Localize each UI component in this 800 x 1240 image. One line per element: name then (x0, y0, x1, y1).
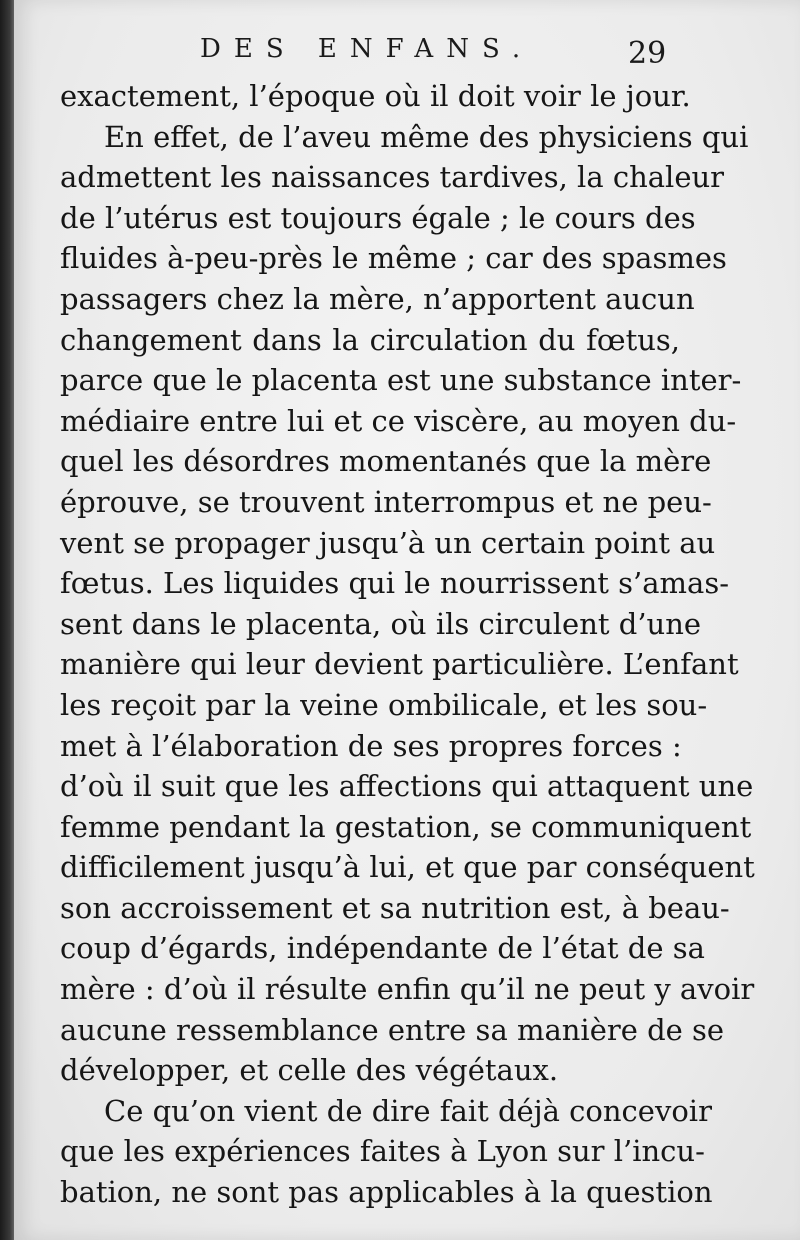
text-line: femme pendant la gestation, se communiquent (60, 809, 752, 844)
page-number: 29 (628, 36, 667, 71)
text-line: aucune ressemblance entre sa manière de se (60, 1012, 725, 1047)
text-line: parce que le placenta est une substance inter- (60, 363, 742, 398)
text-line: vent se propager jusqu’à un certain point au (60, 525, 716, 560)
text-line: Ce qu’on vient de dire fait déjà concevoir (104, 1093, 712, 1128)
text-line: quel les désordres momentanés que la mère (60, 444, 712, 479)
text-line: que les expériences faites à Lyon sur l’incu- (60, 1134, 705, 1169)
text-line: passagers chez la mère, n’apportent aucun (60, 281, 695, 316)
text-line: développer, et celle des végétaux. (60, 1053, 559, 1088)
text-line: mère : d’où il résulte enfin qu’il ne peut y avoir (60, 972, 755, 1007)
text-line: En effet, de l’aveu même des physiciens qui (104, 119, 749, 154)
running-head (0, 34, 800, 74)
text-line: changement dans la circulation du fœtus, (60, 322, 680, 357)
text-line: bation, ne sont pas applicables à la question (60, 1175, 713, 1210)
text-line: de l’utérus est toujours égale ; le cours des (60, 200, 696, 235)
text-line: difficilement jusqu’à lui, et que par conséquent (60, 850, 755, 885)
text-line: exactement, l’époque où il doit voir le jour. (60, 79, 691, 113)
body-text (60, 76, 755, 1213)
running-title: DES ENFANS. (200, 34, 534, 64)
text-line: coup d’égards, indépendante de l’état de sa (60, 931, 705, 966)
text-line: d’où il suit que les affections qui attaquent une (60, 769, 754, 804)
text-line: manière qui leur devient particulière. L’enfant (60, 647, 739, 682)
text-line: médiaire entre lui et ce viscère, au moyen du- (60, 403, 737, 438)
text-line: fœtus. Les liquides qui le nourrissent s’amas- (60, 566, 730, 601)
text-line: met à l’élaboration de ses propres forces : (60, 728, 682, 763)
text-line: sent dans le placenta, où ils circulent d’une (60, 606, 702, 641)
text-line: éprouve, se trouvent interrompus et ne peu- (60, 484, 712, 519)
text-line: admettent les naissances tardives, la chaleur (60, 160, 725, 195)
text-line: son accroissement et sa nutrition est, à beau- (60, 890, 730, 925)
text-line: les reçoit par la veine ombilicale, et les sou- (60, 687, 708, 722)
text-line: fluides à-peu-près le même ; car des spasmes (60, 241, 727, 276)
